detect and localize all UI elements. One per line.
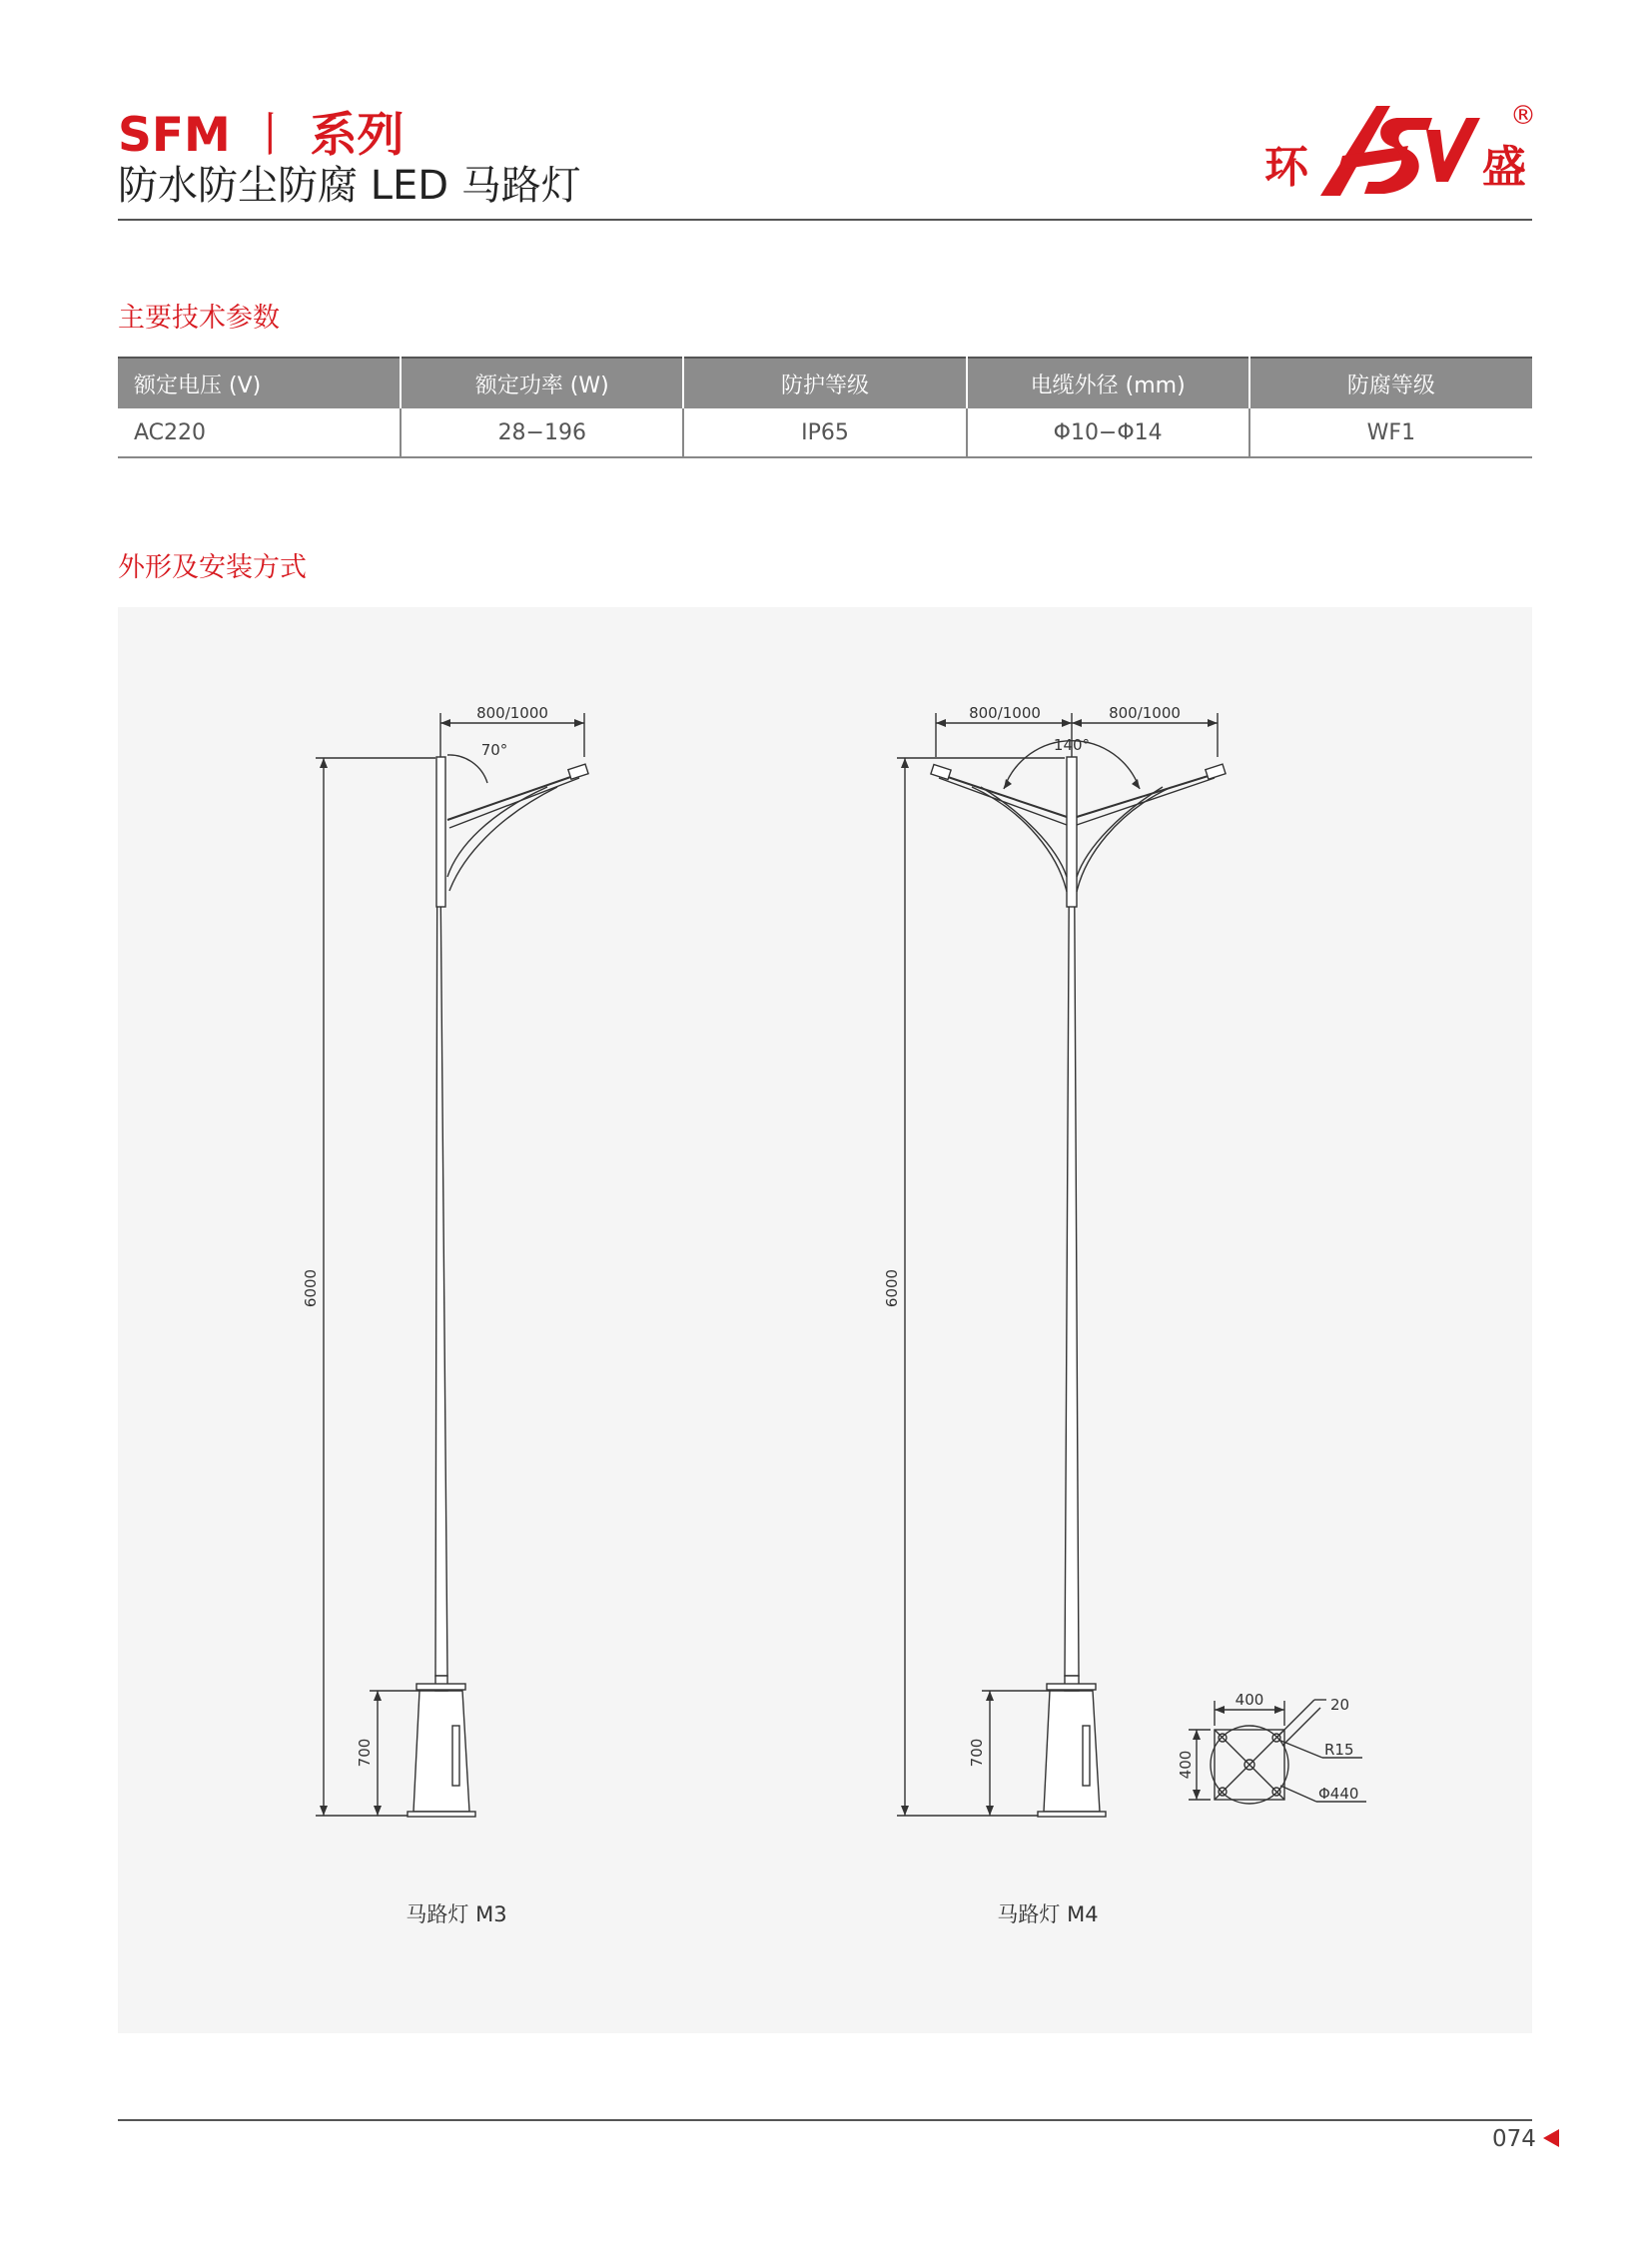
specs-table <box>118 357 1532 458</box>
table-cell: WF1 <box>1249 408 1532 457</box>
m3-arm-length-label: 800/1000 <box>476 704 548 722</box>
m4-height-label: 6000 <box>883 1268 901 1308</box>
brand-logo <box>1258 96 1548 211</box>
base-plate-radius-label: R15 <box>1324 1741 1354 1759</box>
brand-emblem <box>1320 106 1480 196</box>
m3-height-label: 6000 <box>302 1268 320 1308</box>
header-divider <box>118 219 1532 221</box>
m4-right-arm-length-label: 800/1000 <box>1109 704 1181 722</box>
drawing-panel <box>118 607 1532 2033</box>
base-plate-width-label: 400 <box>1235 1691 1264 1709</box>
table-cell: AC220 <box>118 408 401 457</box>
triangle-left-icon <box>1543 2129 1559 2147</box>
m4-angle-label: 140° <box>1053 736 1091 754</box>
specs-header-row <box>118 358 1532 408</box>
table-row <box>118 408 1532 457</box>
series-name: SFM <box>118 108 231 163</box>
column-header: 电缆外径 (mm) <box>967 358 1249 408</box>
technical-drawing <box>118 607 1532 2033</box>
m3-caption: 马路灯 M3 <box>406 1902 507 1926</box>
table-cell: Φ10−Φ14 <box>967 408 1249 457</box>
registered-mark: ® <box>1510 101 1536 131</box>
base-plate-diameter-label: Φ440 <box>1318 1785 1359 1803</box>
m4-caption: 马路灯 M4 <box>997 1902 1099 1926</box>
m3-lamp-drawing <box>302 704 588 1817</box>
base-plate-height-label: 400 <box>1177 1750 1195 1780</box>
column-header: 额定电压 (V) <box>118 358 401 408</box>
table-cell: 28−196 <box>401 408 683 457</box>
page-number: 074 <box>1492 2126 1536 2152</box>
column-header: 防腐等级 <box>1249 358 1532 408</box>
m4-lamp-drawing <box>883 704 1226 1817</box>
series-separator: 丨 <box>247 108 295 163</box>
column-header: 额定功率 (W) <box>401 358 683 408</box>
product-title: 防水防尘防腐 LED 马路灯 <box>118 163 581 209</box>
base-plate-offset-label: 20 <box>1330 1696 1350 1714</box>
m3-angle-label: 70° <box>480 741 508 759</box>
brand-prefix: 环 <box>1264 142 1308 193</box>
series-suffix: 系列 <box>310 108 405 163</box>
installation-heading: 外形及安装方式 <box>118 552 307 583</box>
table-cell: IP65 <box>683 408 966 457</box>
m3-base-height-label: 700 <box>356 1738 374 1768</box>
column-header: 防护等级 <box>683 358 966 408</box>
m4-base-height-label: 700 <box>968 1738 986 1768</box>
brand-suffix: 盛 <box>1482 142 1526 193</box>
base-plate-drawing <box>1177 1691 1366 1804</box>
footer-divider <box>118 2119 1532 2121</box>
specs-heading: 主要技术参数 <box>118 303 280 334</box>
m4-left-arm-length-label: 800/1000 <box>969 704 1041 722</box>
